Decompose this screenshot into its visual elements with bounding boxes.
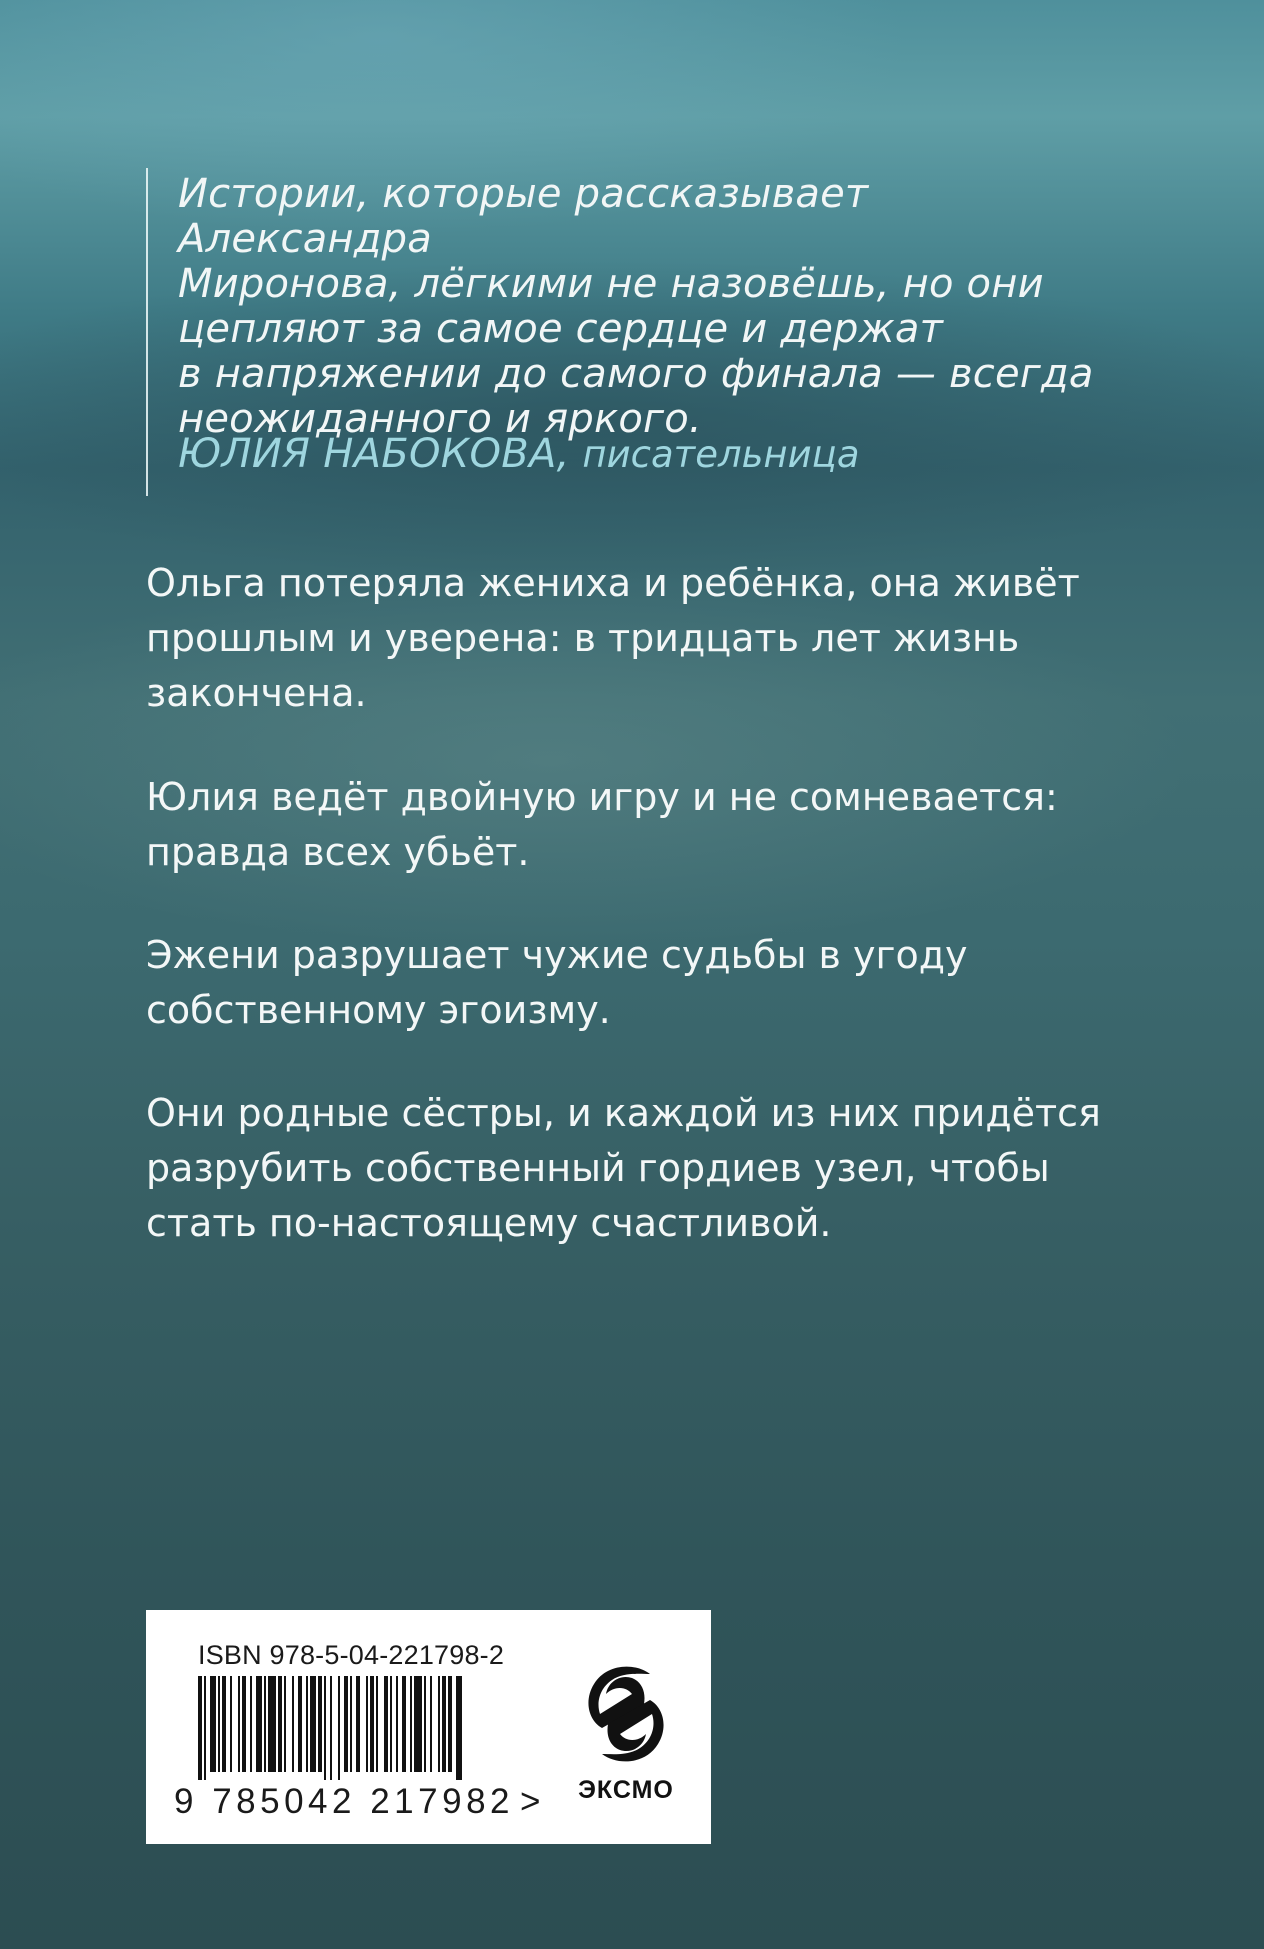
barcode-bar: [384, 1676, 388, 1772]
barcode-bar: [396, 1676, 398, 1772]
barcode-bar: [238, 1676, 240, 1772]
description-paragraph-4: Они родные сёстры, и каждой из них придётся разрубить собственный гордиев узел, чтобы стать по-настоящему счастливой.: [146, 1091, 1101, 1245]
barcode-bar: [198, 1676, 202, 1780]
barcode-bar: [414, 1676, 422, 1772]
barcode-bar: [402, 1676, 406, 1772]
description-paragraph-3: Эжени разрушает чужие судьбы в угоду собственному эгоизму.: [146, 933, 968, 1032]
barcode-bar: [204, 1676, 206, 1780]
barcode-digits: 9 785042 217982: [174, 1782, 514, 1821]
barcode-bar: [306, 1676, 308, 1772]
barcode-bar: [442, 1676, 446, 1772]
barcode-bar: [456, 1676, 462, 1780]
barcode-bar: [230, 1676, 232, 1772]
barcode-bars: [198, 1676, 500, 1780]
barcode-chevron: >: [520, 1782, 541, 1821]
barcode-bar: [430, 1676, 432, 1772]
description-paragraph-2: Юлия ведёт двойную игру и не сомневается: правда всех убьёт.: [146, 775, 1058, 874]
barcode-bar: [268, 1676, 276, 1772]
barcode-bar: [210, 1676, 216, 1772]
barcode-panel: [146, 1610, 711, 1844]
description-paragraph-1: Ольга потеряла жениха и ребёнка, она живёт прошлым и уверена: в тридцать лет жизнь закончена.: [146, 561, 1080, 715]
barcode-bar: [390, 1676, 392, 1772]
barcode-bar: [356, 1676, 360, 1772]
barcode-bar: [218, 1676, 220, 1772]
barcode-bar: [298, 1676, 302, 1772]
barcode-bar: [264, 1676, 266, 1772]
barcode-bar: [278, 1676, 282, 1772]
barcode-bar: [222, 1676, 226, 1772]
barcode-bar: [256, 1676, 262, 1772]
barcode-bar: [370, 1676, 374, 1772]
barcode-bar: [324, 1676, 326, 1780]
blurb-quote: [146, 168, 1128, 496]
barcode-bar: [438, 1676, 440, 1772]
barcode-bar: [376, 1676, 378, 1772]
publisher-name: ЭКСМО: [578, 1776, 674, 1804]
barcode-bar: [292, 1676, 294, 1772]
barcode-bar: [250, 1676, 252, 1772]
eksmo-logo-icon: [580, 1658, 672, 1770]
quote-text: Истории, которые рассказывает Александра Миронова, лёгкими не назовёшь, но они цепляют за самое сердце и держат в напряжении до самого финала — всегда неожиданного и яркого.: [178, 171, 1094, 442]
barcode-bar: [344, 1676, 348, 1772]
barcode-bar: [338, 1676, 340, 1780]
barcode-bar: [330, 1676, 332, 1780]
isbn-label: ISBN 978-5-04-221798-2: [198, 1640, 505, 1670]
barcode-bar: [366, 1676, 368, 1772]
barcode-bar: [448, 1676, 452, 1772]
barcode-bar: [350, 1676, 352, 1772]
barcode-bar: [242, 1676, 246, 1772]
barcode-bar: [410, 1676, 412, 1772]
quote-author: [178, 430, 860, 479]
barcode-bar: [424, 1676, 426, 1772]
barcode-bar: [318, 1676, 322, 1772]
barcode-bar: [310, 1676, 316, 1772]
quote-author-name: ЮЛИЯ НАБОКОВА,: [178, 431, 570, 477]
barcode-bar: [284, 1676, 286, 1772]
quote-author-role: писательница: [582, 433, 860, 476]
